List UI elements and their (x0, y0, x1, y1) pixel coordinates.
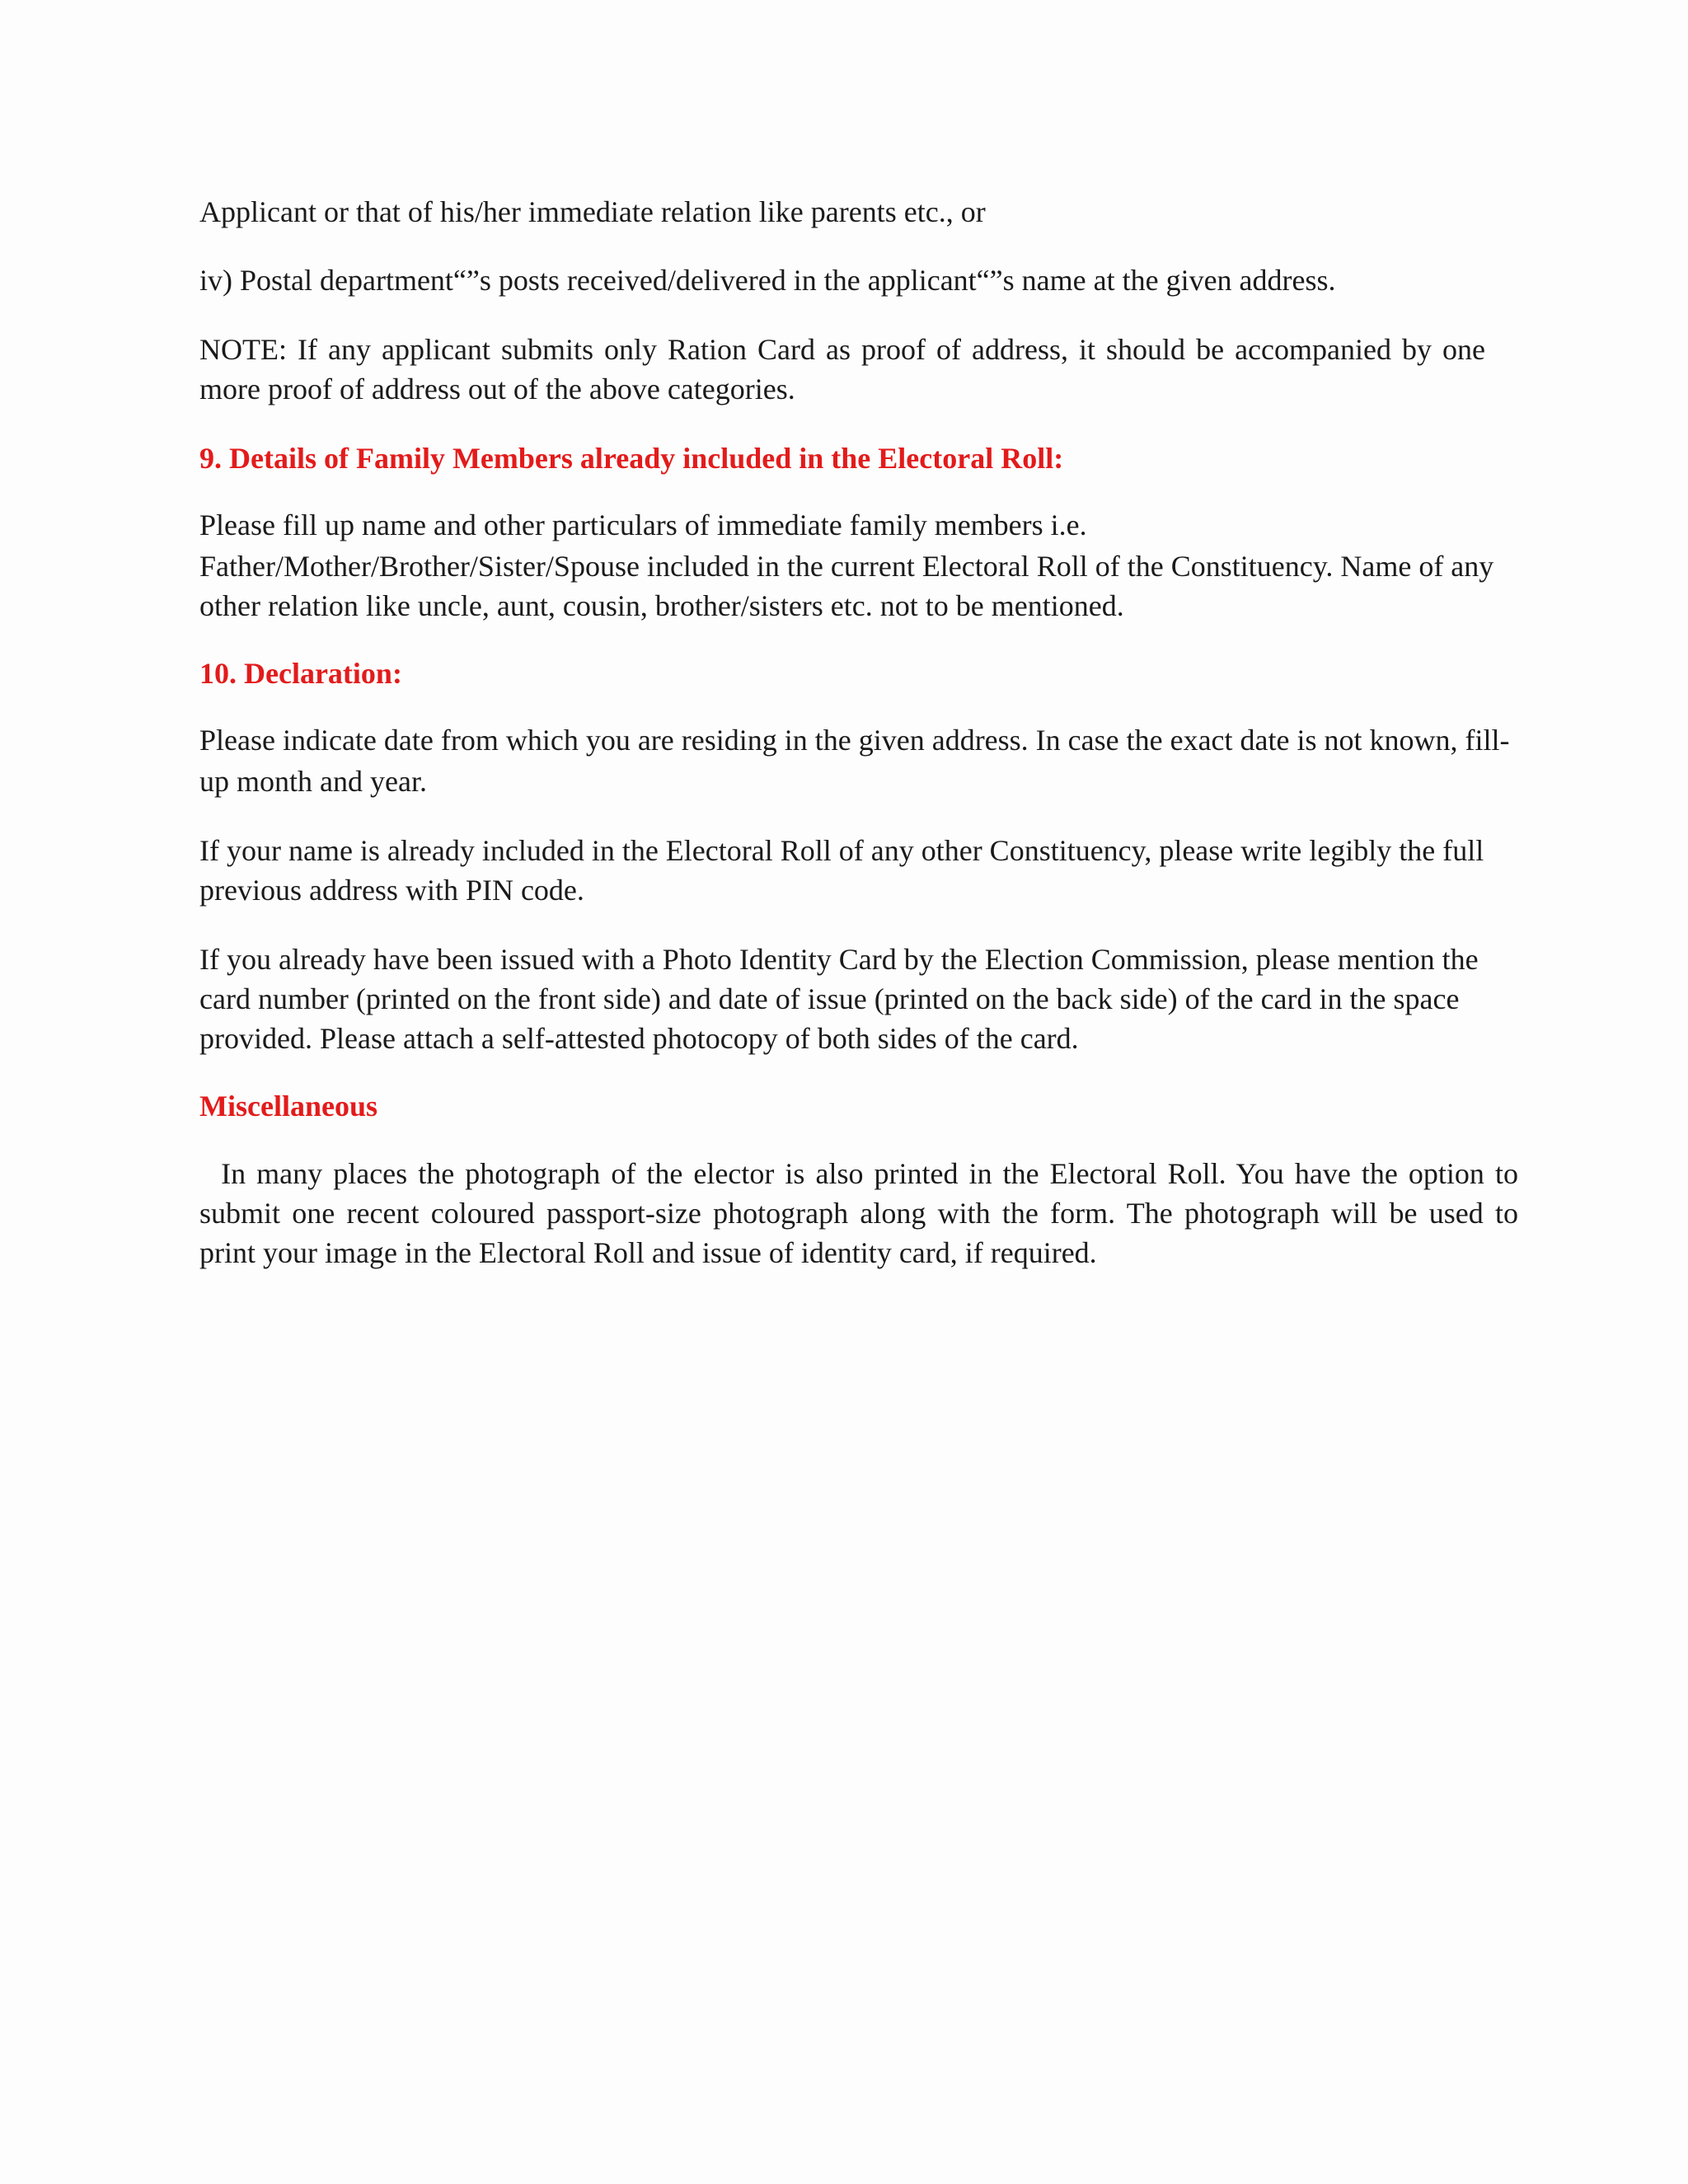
section-heading-miscellaneous: Miscellaneous (199, 1090, 377, 1122)
paragraph-family-line-3: other relation like uncle, aunt, cousin, brother/sisters etc. not to be mentioned. (199, 589, 1124, 622)
paragraph-photograph-line-2: submit one recent coloured passport-size photograph along with the form. The photograph will be used to (199, 1197, 1518, 1230)
paragraph-residing-line-1: Please indicate date from which you are residing in the given address. In case the exact date is not known, fill- (199, 724, 1510, 757)
paragraph-previous-address-line-2: previous address with PIN code. (199, 874, 584, 907)
paragraph-photo-id-line-1: If you already have been issued with a Photo Identity Card by the Election Commission, please mention the (199, 943, 1479, 976)
paragraph-note-line-1: NOTE: If any applicant submits only Ration Card as proof of address, it should be accompanied by one (199, 333, 1485, 366)
paragraph-photograph-line-1: In many places the photograph of the elector is also printed in the Electoral Roll. You have the option to (199, 1157, 1518, 1190)
paragraph-previous-address-line-1: If your name is already included in the Electoral Roll of any other Constituency, please write legibly the full (199, 834, 1484, 867)
paragraph-photo-id-line-2: card number (printed on the front side) and date of issue (printed on the back side) of the card in the space (199, 982, 1460, 1015)
section-heading-declaration: 10. Declaration: (199, 657, 402, 690)
paragraph-postal-department: iv) Postal department“”s posts received/delivered in the applicant“”s name at the given address. (199, 264, 1336, 297)
paragraph-applicant-relation: Applicant or that of his/her immediate relation like parents etc., or (199, 195, 986, 228)
paragraph-note-line-2: more proof of address out of the above categories. (199, 373, 795, 405)
section-heading-family-members: 9. Details of Family Members already included in the Electoral Roll: (199, 442, 1064, 475)
paragraph-residing-line-2: up month and year. (199, 765, 427, 798)
paragraph-family-line-2: Father/Mother/Brother/Sister/Spouse included in the current Electoral Roll of the Constituency. Name of any (199, 550, 1494, 583)
paragraph-photo-id-line-3: provided. Please attach a self-attested photocopy of both sides of the card. (199, 1022, 1079, 1055)
paragraph-photograph-line-3: print your image in the Electoral Roll and issue of identity card, if required. (199, 1236, 1097, 1269)
paragraph-family-line-1: Please fill up name and other particulars of immediate family members i.e. (199, 509, 1087, 541)
